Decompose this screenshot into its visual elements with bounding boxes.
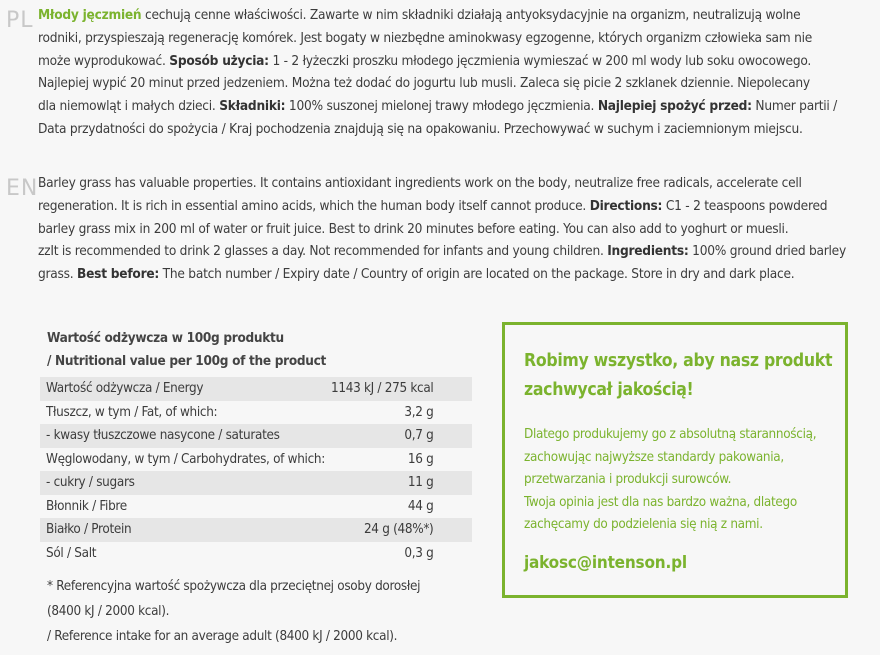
text-line xyxy=(38,172,868,195)
nutrition-row xyxy=(40,448,472,472)
nutrition-row xyxy=(40,401,472,425)
text-segment: 100% suszonej mielonej trawy młodego jęczmienia. xyxy=(285,98,598,115)
text-line xyxy=(38,240,868,263)
text-segment: grass. xyxy=(38,266,78,283)
promo-heading xyxy=(524,347,844,405)
text-segment: barley grass mix in 200 ml of water or fruit juice. Best to drink 20 minutes before eating. You can also add to yoghurt or muesli. xyxy=(38,220,789,237)
nutrition-title-pl: Wartość odżywcza w 100g produktu xyxy=(47,330,284,346)
promo-heading-line: zachwycał jakością! xyxy=(524,380,694,400)
text-line xyxy=(38,72,868,95)
nutrition-row xyxy=(40,377,472,401)
contact-email-link[interactable]: jakosc@intenson.pl xyxy=(524,553,687,573)
text-segment: Barley grass has valuable properties. It contains antioxidant ingredients work on the body, neutralize free radicals, accelerate cell xyxy=(38,175,802,191)
text-line xyxy=(38,50,868,73)
highlighted-term: Sposób użycia: xyxy=(169,52,269,69)
nutrition-footnote xyxy=(47,574,420,649)
nutrient-label: Białko / Protein xyxy=(40,518,325,542)
nutrient-label: Błonnik / Fibre xyxy=(46,498,127,514)
text-segment: rodniki, przyspieszają regenerację komórek. Jest bogaty w niezbędne aminokwasy egzogenne, których organizm człowieka sam nie xyxy=(38,29,813,46)
nutrient-value: 16 g xyxy=(407,451,434,467)
text-segment: Numer partii / xyxy=(751,98,838,115)
nutrient-value: 11 g xyxy=(325,471,433,495)
nutrient-label: Sól / Salt xyxy=(46,545,97,561)
spacer-cell xyxy=(433,495,472,519)
text-line xyxy=(38,195,868,218)
text-segment: cechują cenne właściwości. Zawarte w nim składniki działają antyoksydacyjnie na organizm, neutralizują wolne xyxy=(141,7,801,23)
nutrient-value: 3,2 g xyxy=(404,404,434,420)
text-line xyxy=(38,4,868,27)
highlighted-term: Ingredients: xyxy=(607,243,689,260)
nutrition-row xyxy=(40,518,472,542)
promo-body-line: Dlatego produkujemy go z absolutną starannością, xyxy=(524,427,817,442)
highlighted-term: Best before: xyxy=(77,266,160,283)
promo-body-line: zachowując najwyższe standardy pakowania, xyxy=(524,449,784,465)
spacer-cell xyxy=(433,471,472,495)
promo-body xyxy=(524,424,844,537)
text-segment: regeneration. It is rich in essential amino acids, which the human body itself cannot produce. xyxy=(38,197,590,214)
nutrition-title-en: / Nutritional value per 100g of the product xyxy=(47,353,327,369)
quality-promo-box xyxy=(502,322,848,598)
nutrient-label: - cukry / sugars xyxy=(40,471,325,495)
highlighted-term: Młody jęczmień xyxy=(38,7,142,23)
text-segment: 1 - 2 łyżeczki proszku młodego jęczmienia wymieszać w 200 ml wody lub soku owocowego. xyxy=(268,52,811,69)
description-pl xyxy=(38,4,868,141)
text-line xyxy=(38,27,868,50)
footnote-line: * Referencyjna wartość spożywcza dla przeciętnej osoby dorosłej xyxy=(47,579,421,594)
spacer-cell xyxy=(433,448,472,472)
highlighted-term: Składniki: xyxy=(219,98,286,115)
nutrition-row xyxy=(40,424,472,448)
text-segment: The batch number / Expiry date / Country of origin are located on the package. Store in dry and dark place. xyxy=(159,266,795,283)
description-en xyxy=(38,172,868,286)
nutrient-value: 0,3 g xyxy=(404,545,434,561)
nutrient-label: Węglowodany, w tym / Carbohydrates, of which: xyxy=(46,451,325,467)
nutrient-value: 0,7 g xyxy=(325,424,433,448)
spacer-cell xyxy=(433,424,472,448)
nutrient-label: Tłuszcz, w tym / Fat, of which: xyxy=(46,404,218,420)
text-segment: 100% ground dried barley xyxy=(688,243,846,260)
nutrition-row xyxy=(40,471,472,495)
nutrient-label: Wartość odżywcza / Energy xyxy=(40,377,325,401)
highlighted-term: Najlepiej spożyć przed: xyxy=(597,98,752,115)
highlighted-term: Directions: xyxy=(589,197,663,214)
promo-body-line: Twoja opinia jest dla nas bardzo ważna, dlatego xyxy=(524,494,797,510)
text-line xyxy=(38,218,868,241)
footnote-line: / Reference intake for an average adult (8400 kJ / 2000 kcal). xyxy=(47,629,398,644)
footnote-line: (8400 kJ / 2000 kcal). xyxy=(47,604,170,619)
text-line xyxy=(38,263,868,286)
text-line xyxy=(38,118,868,141)
nutrition-table xyxy=(40,377,472,565)
text-segment: dla niemowląt i małych dzieci. xyxy=(38,98,220,115)
text-segment: zzIt is recommended to drink 2 glasses a day. Not recommended for infants and young children. xyxy=(38,243,608,260)
text-line xyxy=(38,95,868,118)
nutrition-row xyxy=(40,495,472,519)
promo-body-line: zachęcamy do podzielenia się nią z nami. xyxy=(524,517,763,532)
nutrient-value: 24 g (48%*) xyxy=(325,518,433,542)
nutrient-value: 44 g xyxy=(407,498,434,514)
nutrient-label: - kwasy tłuszczowe nasycone / saturates xyxy=(40,424,325,448)
lang-tag-pl: PL xyxy=(6,8,34,33)
nutrient-value: 1143 kJ / 275 kcal xyxy=(325,377,433,401)
text-segment: Najlepiej wypić 20 minut przed jedzeniem. Można też dodać do jogurtu lub musli. Zaleca się picie 2 szklanek dziennie. Niepolecany xyxy=(38,75,810,92)
spacer-cell xyxy=(433,401,472,425)
nutrition-row xyxy=(40,542,472,566)
text-segment: Data przydatności do spożycia / Kraj pochodzenia znajdują się na opakowaniu. Przechowywać w suchym i zaciemnionym miejscu. xyxy=(38,120,803,137)
spacer-cell xyxy=(433,542,472,566)
promo-heading-line: Robimy wszystko, aby nasz produkt xyxy=(524,351,833,371)
spacer-cell xyxy=(433,377,472,401)
nutrition-title xyxy=(47,327,326,373)
text-segment: może wyprodukować. xyxy=(38,52,170,69)
promo-body-line: przetwarzania i produkcji surowców. xyxy=(524,472,732,487)
spacer-cell xyxy=(433,518,472,542)
lang-tag-en: EN xyxy=(6,176,39,201)
text-segment: C1 - 2 teaspoons powdered xyxy=(662,197,828,214)
